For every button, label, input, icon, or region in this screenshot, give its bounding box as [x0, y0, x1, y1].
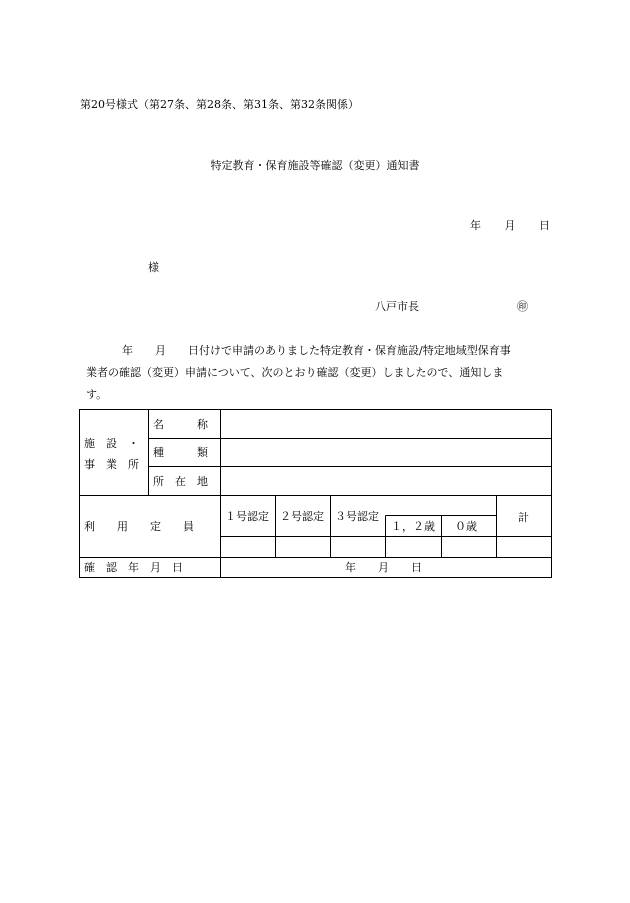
body-line-3: す。 — [86, 388, 108, 401]
confirm-date-label: 確 認 年 月 日 — [84, 561, 183, 574]
body-line-1: 年 月 日付けで申請のありました特定教育・保育施設/特定地域型保育事 — [122, 344, 511, 357]
seal-mark: ㊞ — [517, 300, 528, 313]
facility-label-line1: 施 設 ・ — [84, 437, 139, 450]
col-cert3: ３号認定 — [335, 510, 379, 523]
capacity-label: 利 用 定 員 — [84, 520, 194, 533]
col-age0: ０歳 — [455, 520, 477, 533]
body-line-2: 業者の確認（変更）申請について、次のとおり確認（変更）しましたので、通知しま — [86, 366, 504, 379]
form-number: 第20号様式（第27条、第28条、第31条、第32条関係） — [80, 98, 359, 111]
col-cert1: １号認定 — [225, 510, 269, 523]
document-title: 特定教育・保育施設等確認（変更）通知書 — [210, 159, 420, 172]
date-month: 月 — [504, 219, 516, 232]
row-label-name: 名 称 — [153, 418, 208, 431]
issuer-name: 八戸市長 — [375, 300, 419, 313]
addressee-suffix: 様 — [148, 261, 159, 274]
date-year: 年 — [470, 219, 481, 232]
col-total: 計 — [518, 511, 529, 524]
row-label-type: 種 類 — [153, 446, 208, 459]
confirm-date-value: 年 月 日 — [345, 561, 422, 574]
date-day: 日 — [539, 219, 550, 232]
row-label-address: 所 在 地 — [153, 475, 208, 488]
col-cert2: ２号認定 — [280, 510, 324, 523]
facility-label-line2: 事 業 所 — [84, 458, 139, 471]
table-grid — [80, 410, 552, 578]
col-age12: １，２歳 — [391, 520, 435, 533]
